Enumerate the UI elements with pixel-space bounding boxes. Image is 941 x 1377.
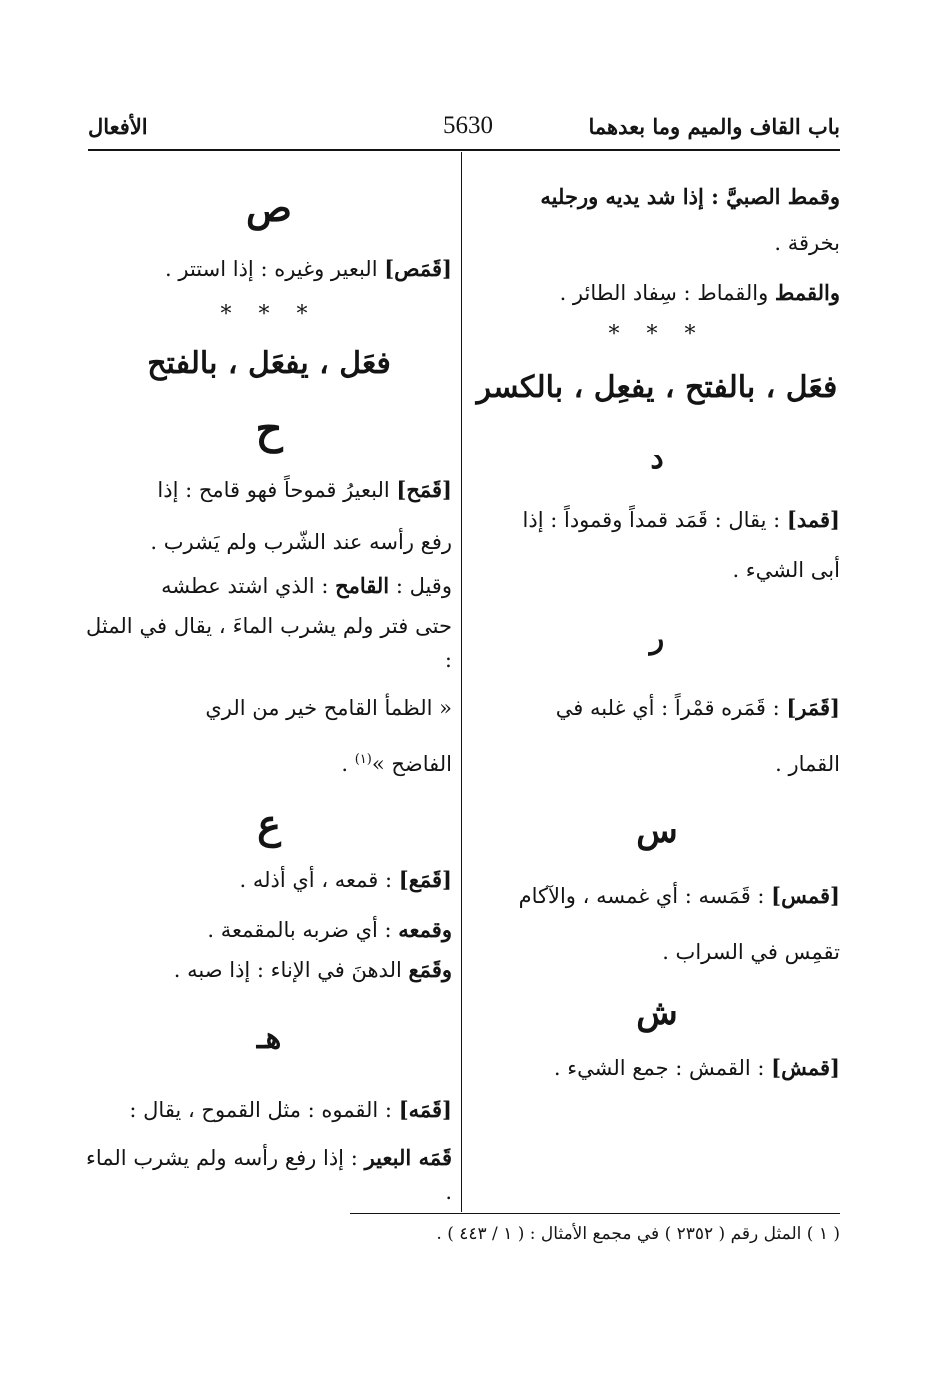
- entry-qamt-line1: وقمط الصبيَّ : إذا شد يديه ورجليه: [540, 184, 840, 209]
- entry-qamah-line5: « الظمأ القامح خير من الري: [205, 696, 452, 720]
- chapter-title: باب القاف والميم وما بعدهما: [588, 114, 840, 139]
- entry-qamr-line1: [قَمَر] : قَمَره قمْراً : أي غلبه في: [555, 695, 840, 720]
- page-number: 5630: [443, 112, 493, 139]
- section-heading-left: فعَل ، يفعَل ، بالفتح: [147, 346, 391, 381]
- column-divider: [461, 152, 462, 1212]
- letter-ra: ر: [649, 621, 665, 656]
- entry-qamah2-line2: قَمَه البعير : إذا رفع رأسه ولم يشرب الماء .: [86, 1145, 453, 1204]
- footnote-rule: [350, 1213, 840, 1214]
- entry-qamt2: والقمط والقماط : سِفاد الطائر .: [559, 280, 840, 305]
- entry-qamd-line1: [قمد] : يقال : قَمَد قمداً وقموداً : إذا: [522, 507, 840, 532]
- letter-ain: ع: [257, 801, 281, 848]
- letter-dal: د: [650, 441, 664, 476]
- footnote-ref[interactable]: (١): [354, 752, 372, 767]
- entry-qama: [قَمَع] : قمعه ، أي أذله .: [239, 867, 452, 892]
- entry-qamas: [قَمَص] البعير وغيره : إذا استتر .: [165, 256, 452, 281]
- entry-qamd-line2: أبى الشيء .: [732, 558, 840, 582]
- entry-qama3: وقَمَع الدهنَ في الإناء : إذا صبه .: [173, 957, 452, 982]
- section-title-header: الأفعال: [88, 114, 148, 139]
- entry-qams-line2: تقمِس في السراب .: [662, 940, 840, 964]
- section-heading: فعَل ، بالفتح ، يفعِل ، بالكسر: [476, 370, 838, 405]
- entry-qamsh: [قمش] : القمش : جمع الشيء .: [553, 1055, 840, 1080]
- letter-sad: ص: [246, 185, 292, 230]
- footnote: ( ١ ) المثل رقم ( ٢٣٥٢ ) في مجمع الأمثال : ( ١ / ٤٤٣ ) .: [436, 1224, 840, 1244]
- left-column: [86, 160, 452, 1209]
- entry-qamt-line2: بخرقة .: [774, 231, 840, 255]
- entry-qams-line1: [قمس] : قَمَسه : أي غمسه ، والآكام: [518, 883, 840, 908]
- page-header: [88, 112, 840, 148]
- entry-qamah-line4: حتى فتر ولم يشرب الماءَ ، يقال في المثل :: [86, 614, 452, 672]
- entry-qamah2-line1: [قَمَه] : القموه : مثل القموح ، يقال :: [129, 1097, 452, 1122]
- letter-ha-final: هـ: [256, 1021, 282, 1056]
- letter-shin: ش: [636, 993, 678, 1033]
- letter-sin: س: [636, 811, 678, 851]
- separator-stars: * * *: [608, 322, 706, 347]
- letter-ha: ح: [255, 404, 283, 453]
- separator-stars-left: * * *: [220, 302, 318, 327]
- right-column: [474, 160, 840, 1085]
- entry-qamah-line6: الفاضح »$^{(١)}$ .: [341, 752, 452, 776]
- entry-qamah-line2: رفع رأسه عند الشّرب ولم يَشرب .: [150, 530, 452, 554]
- header-rule: [88, 149, 840, 151]
- entry-qama2: وقمعه : أي ضربه بالمقمعة .: [207, 917, 452, 942]
- entry-qamah-line1: [قَمَح] البعيرُ قموحاً فهو قامح : إذا: [157, 477, 452, 502]
- entry-qamr-line2: القمار .: [775, 752, 840, 776]
- entry-qamah-line3: وقيل : القامح : الذي اشتد عطشه: [161, 573, 452, 598]
